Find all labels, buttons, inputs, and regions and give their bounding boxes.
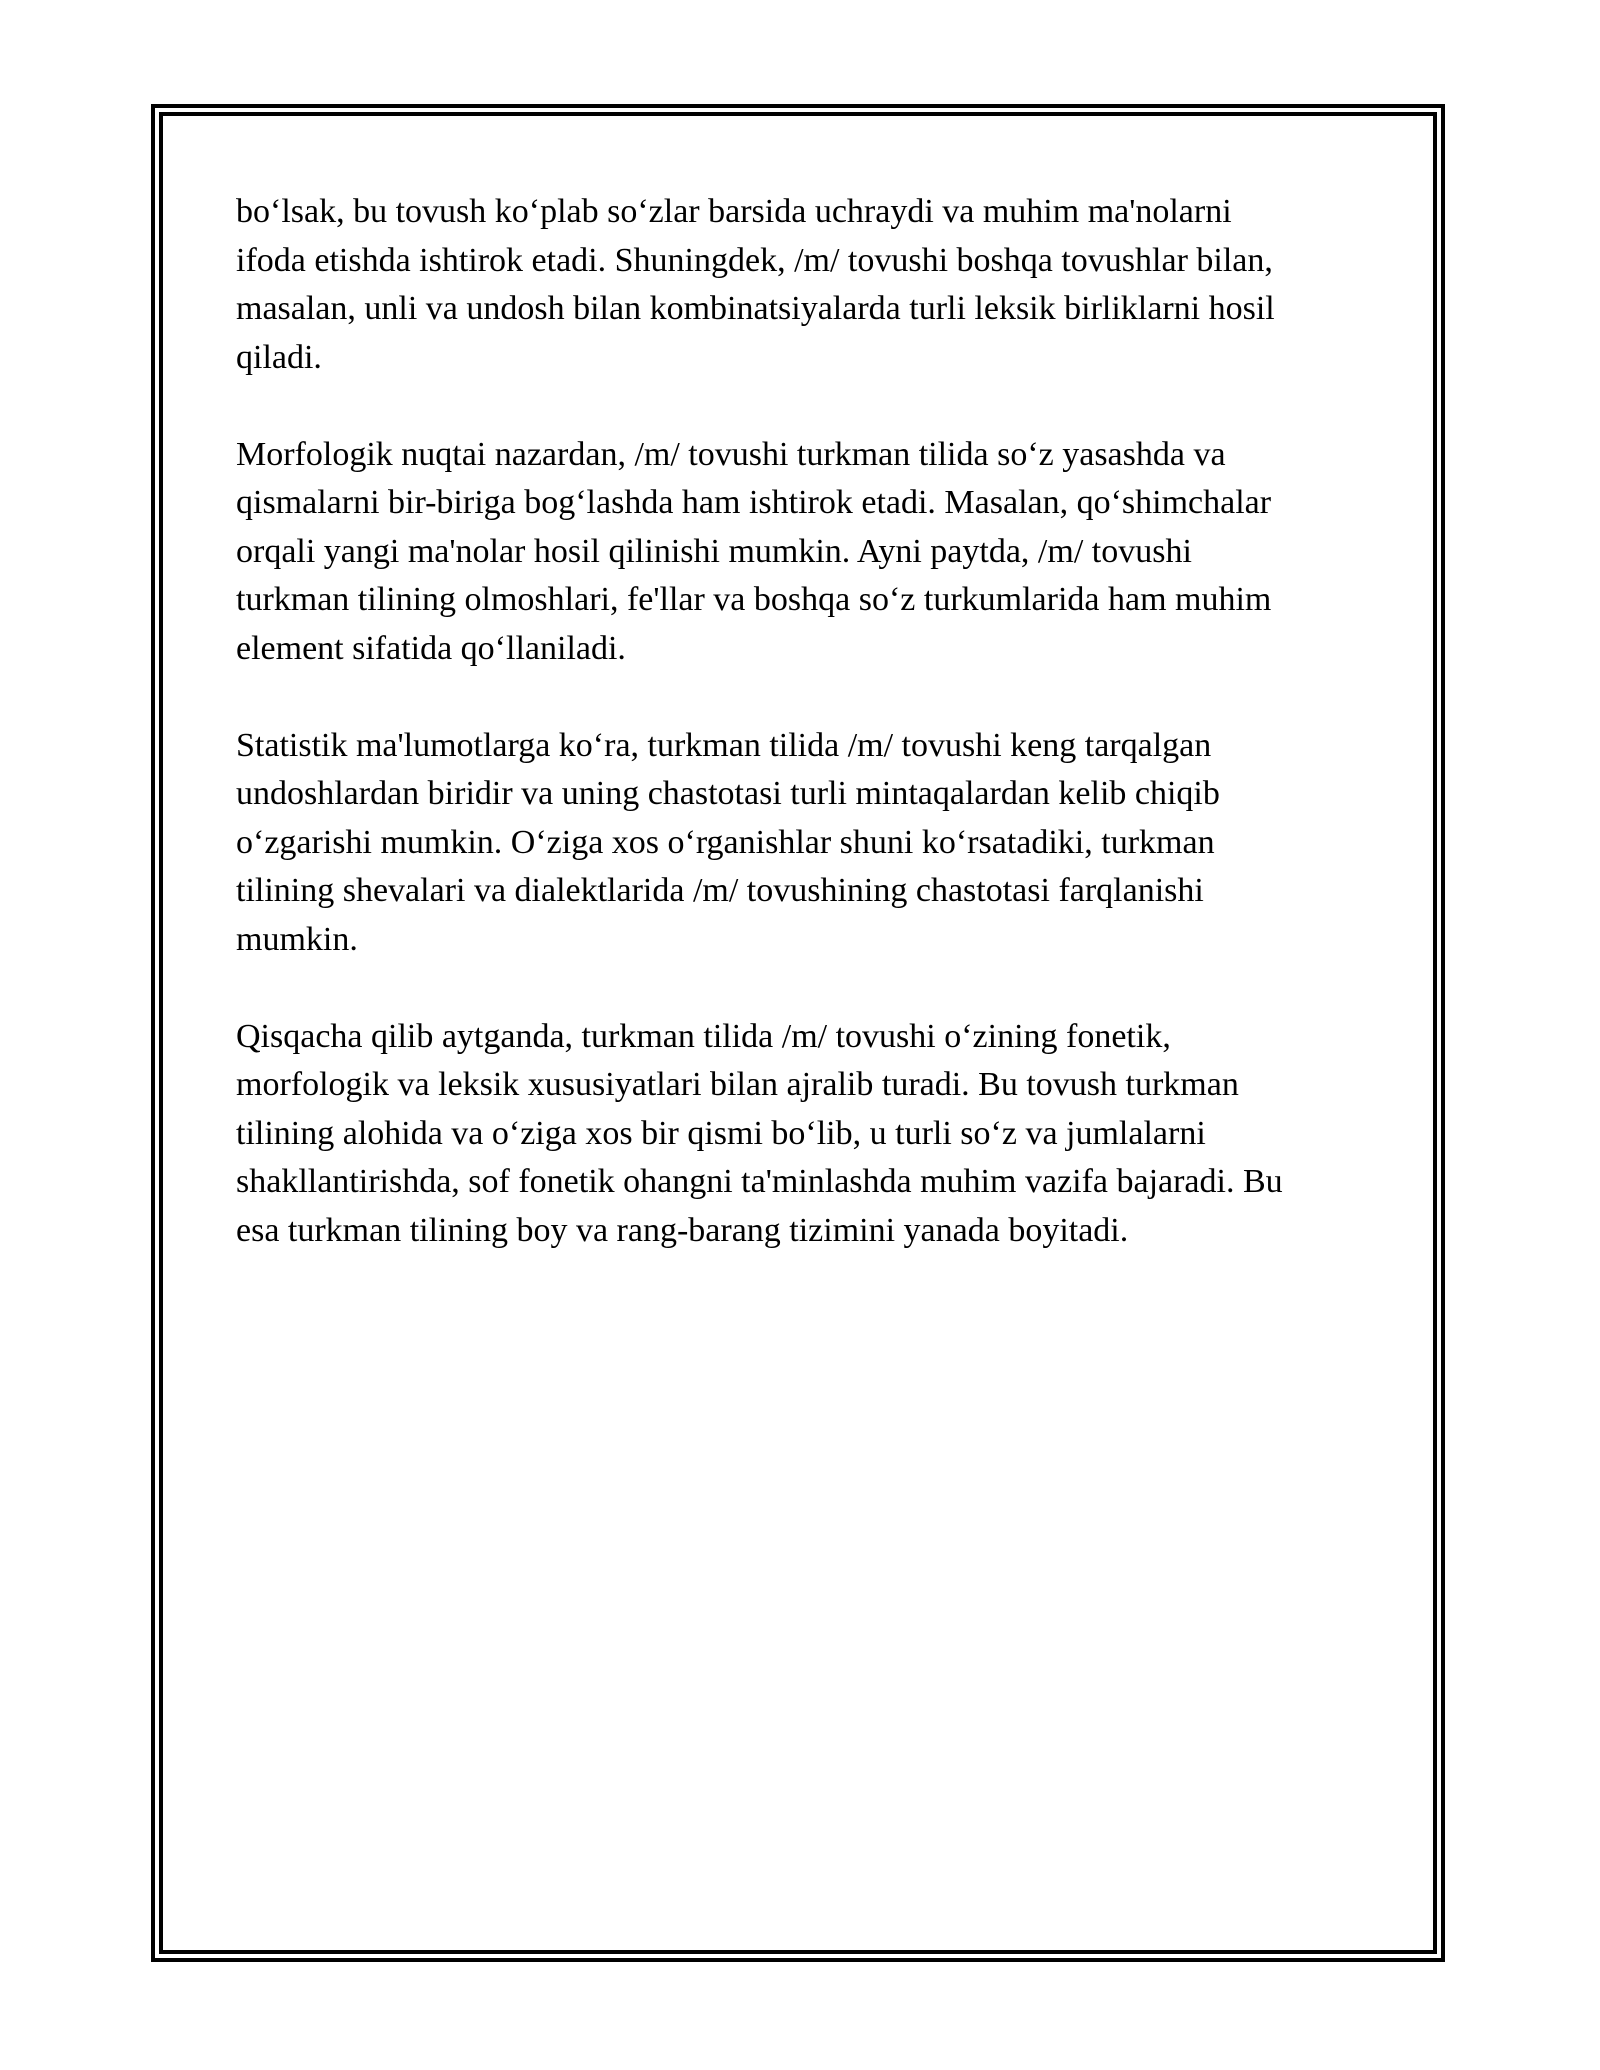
text-line: orqali yangi ma'nolar hosil qilinishi mumkin. Ayni paytda, /m/ tovushi	[236, 532, 1192, 570]
text-line: qismalarni bir-biriga bog‘lashda ham ishtirok etadi. Masalan, qo‘shimchalar	[236, 484, 1272, 521]
text-line: morfologik va leksik xususiyatlari bilan ajralib turadi. Bu tovush turkman	[236, 1066, 1239, 1103]
paragraph-3	[236, 722, 1376, 965]
text-line: mumkin.	[236, 920, 358, 958]
text-line: undoshlardan biridir va uning chastotasi turli mintaqalardan kelib chiqib	[236, 775, 1220, 812]
text-line: bo‘lsak, bu tovush ko‘plab so‘zlar barsida uchraydi va muhim ma'nolarni	[236, 193, 1232, 230]
text-line: element sifatida qo‘llaniladi.	[236, 629, 626, 667]
paragraph-2	[236, 431, 1376, 674]
text-line: tilining shevalari va dialektlarida /m/ tovushining chastotasi farqlanishi	[236, 872, 1204, 909]
text-line: esa turkman tilining boy va rang-barang tizimini yanada boyitadi.	[236, 1211, 1129, 1249]
text-line: ifoda etishda ishtirok etadi. Shuningdek, /m/ tovushi boshqa tovushlar bilan,	[236, 241, 1273, 279]
paragraph-4	[236, 1013, 1376, 1256]
text-line: qiladi.	[236, 338, 322, 376]
text-line: masalan, unli va undosh bilan kombinatsiyalarda turli leksik birliklarni hosil	[236, 290, 1275, 327]
text-line: Statistik ma'lumotlarga ko‘ra, turkman tilida /m/ tovushi keng tarqalgan	[236, 726, 1212, 764]
text-line: turkman tilining olmoshlari, fe'llar va boshqa so‘z turkumlarida ham muhim	[236, 581, 1272, 618]
text-line: tilining alohida va o‘ziga xos bir qismi bo‘lib, u turli so‘z va jumlalarni	[236, 1114, 1206, 1152]
text-line: Qisqacha qilib aytganda, turkman tilida /m/ tovushi o‘zining fonetik,	[236, 1017, 1171, 1055]
document-body	[236, 188, 1376, 1304]
text-line: o‘zgarishi mumkin. O‘ziga xos o‘rganishlar shuni ko‘rsatadiki, turkman	[236, 823, 1215, 861]
text-line: shakllantirishda, sof fonetik ohangni ta'minlashda muhim vazifa bajaradi. Bu	[236, 1163, 1283, 1200]
paragraph-1	[236, 188, 1376, 382]
text-line: Morfologik nuqtai nazardan, /m/ tovushi turkman tilida so‘z yasashda va	[236, 435, 1226, 473]
